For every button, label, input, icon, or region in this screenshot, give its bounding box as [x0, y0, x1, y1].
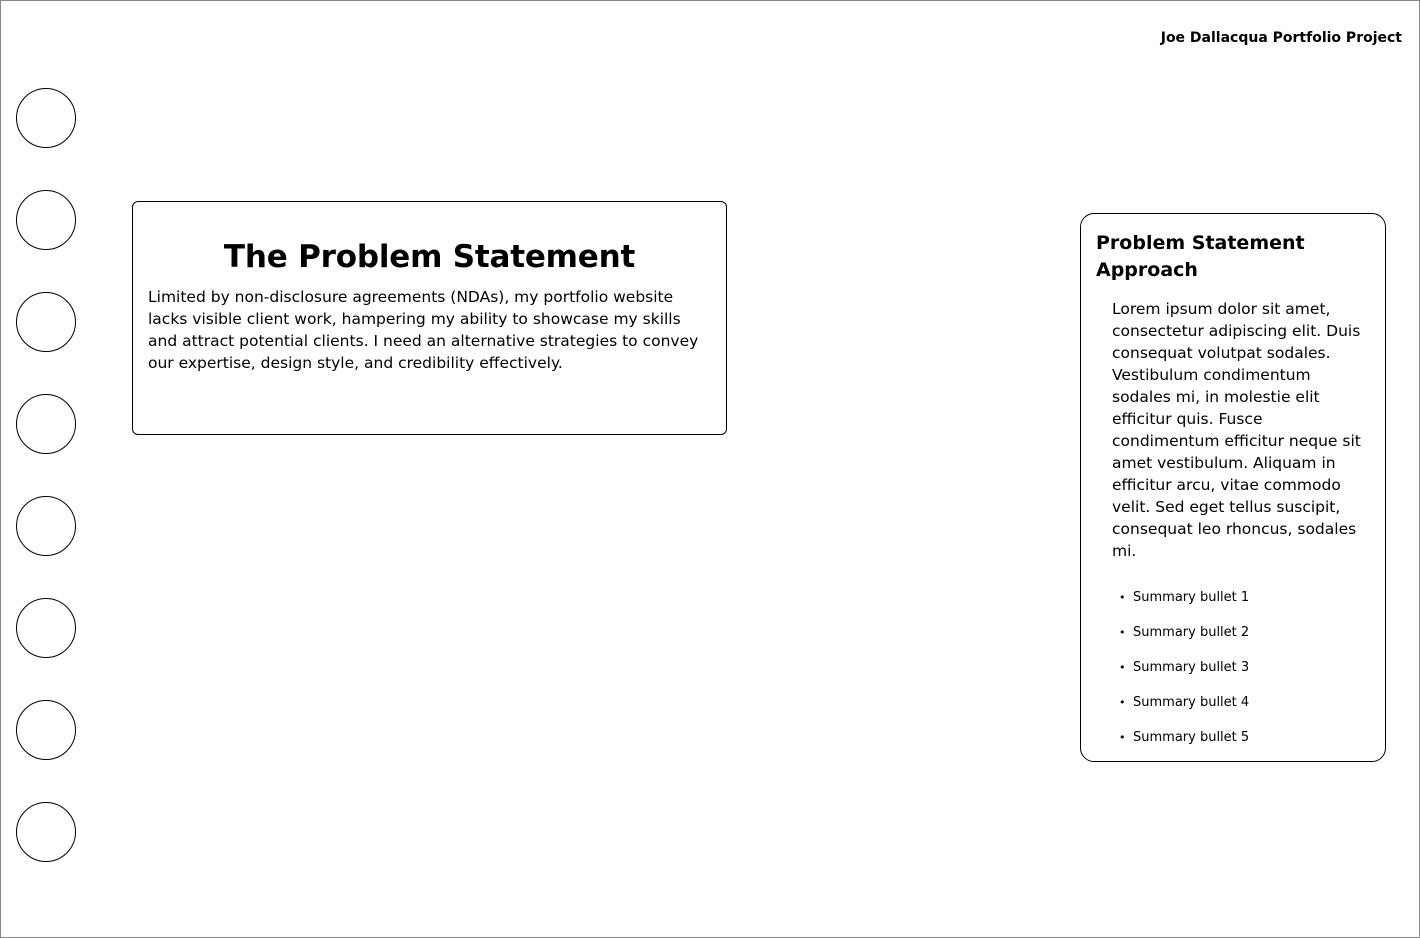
- summary-list: [1096, 588, 1370, 748]
- nav-dot-2[interactable]: [16, 190, 76, 250]
- problem-statement-card: [132, 201, 727, 435]
- problem-statement-title: The Problem Statement: [223, 239, 636, 275]
- problem-approach-card: [1080, 213, 1386, 762]
- problem-statement-body: Limited by non-disclosure agreements (NDAs), my portfolio website lacks visible client work, hampering my ability to showcase my skills and attract potential clients. I need an alternative strategies to convey our expertise, design style, and credibility effectively.: [148, 288, 699, 372]
- nav-dot-6[interactable]: [16, 598, 76, 658]
- summary-bullet: [1096, 728, 1370, 748]
- summary-bullet-text: Summary bullet 2: [1133, 625, 1250, 640]
- bullet-dot-icon: •: [1119, 626, 1126, 639]
- summary-bullet-text: Summary bullet 3: [1133, 660, 1250, 675]
- summary-bullet-text: Summary bullet 4: [1133, 695, 1250, 710]
- nav-dot-3[interactable]: [16, 292, 76, 352]
- nav-dot-8[interactable]: [16, 802, 76, 862]
- nav-dot-1[interactable]: [16, 88, 76, 148]
- bullet-dot-icon: •: [1119, 731, 1126, 744]
- summary-bullet: [1096, 623, 1370, 643]
- section-nav: [16, 88, 76, 904]
- summary-bullet-text: Summary bullet 1: [1133, 590, 1250, 605]
- summary-bullet-text: Summary bullet 5: [1133, 730, 1250, 745]
- nav-dot-5[interactable]: [16, 496, 76, 556]
- summary-bullet: [1096, 588, 1370, 608]
- bullet-dot-icon: •: [1119, 696, 1126, 709]
- header-title: Joe Dallacqua Portfolio Project: [1160, 30, 1402, 46]
- nav-dot-4[interactable]: [16, 394, 76, 454]
- problem-approach-body: Lorem ipsum dolor sit amet, consectetur adipiscing elit. Duis consequat volutpat sodales. Vestibulum condimentum sodales mi, in molestie elit efficitur quis. Fusce condimentum efficitur neque sit amet vestibulum. Aliquam in efficitur arcu, vitae commodo velit. Sed eget tellus suscipit, consequat leo rhoncus, sodales mi.: [1112, 300, 1361, 560]
- summary-bullet: [1096, 693, 1370, 713]
- nav-dot-7[interactable]: [16, 700, 76, 760]
- bullet-dot-icon: •: [1119, 591, 1126, 604]
- summary-bullet: [1096, 658, 1370, 678]
- bullet-dot-icon: •: [1119, 661, 1126, 674]
- problem-approach-title: Problem Statement Approach: [1096, 232, 1305, 281]
